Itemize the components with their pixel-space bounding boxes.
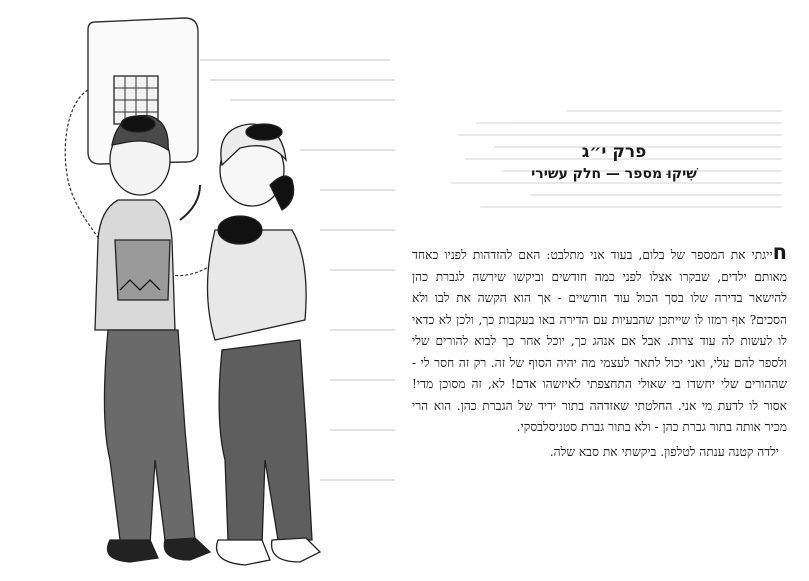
chapter-title: פרק י״ג [581,142,647,162]
paragraph-1-text: ייגתי את המספר של בלום, בעוד אני מתלבט: האם להזדהות לפניו כאחד מאותם ילדים, שבקרו אצלו לפני כמה חודשים וביקשו שירשה לגברת כהן להישאר בדירה שלו בסך הכול עוד חודשיים - אך הוא הקשה את לבו ולא הסכים? אף רמזו לו שייתכן שהבעיות עם הדירה באו בעקבות כך, ולכן לא כדאי לו לעשות לה עוד צרות. אבל אם אנהג כך, יוכל אחר כך לבוא להורים שלי ולספר להם עלי, ואני יכול לתאר לעצמי מה יהיה הסוף של זה. רק זה חסר לי - שההורים שלי יחשדו בי שאולי התחצפתי לאיזשהו אדם! לא, זה מסוכן מדי! אסור לו לדעת מי אני. החלטתי שאזדהה בתור ידיד של הגברת כהן. הוא הרי מכיר אותה בתור גברת כהן - ולא בתור גברת סטניסלבסקי. [412,248,787,434]
paragraph-1 [412,240,787,439]
chapter-subtitle: שִׁיקוּ מספר — חלק עשירי [531,166,697,182]
paragraph-2: ילדה קטנה ענתה לטלפון. ביקשתי את סבא שלה. [549,444,779,459]
left-boy [95,116,210,562]
text-column [412,0,809,581]
drop-cap: ח [772,240,787,264]
chapter-body [412,240,787,463]
right-boy [208,124,321,565]
